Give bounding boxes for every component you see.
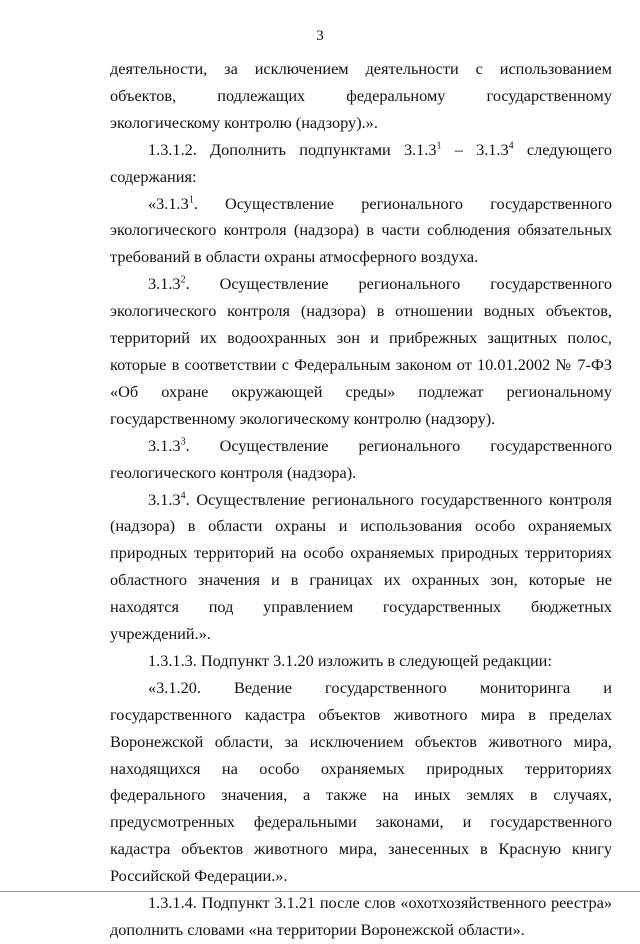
document-body	[110, 56, 612, 944]
text-segment: – 3.1.3	[441, 139, 509, 159]
text-segment: . Осуществление регионального государственного экологического контроля (надзора) в отношении водных объектов, территорий их водоохранных зон и прибрежных защитных полос, которые в соответствии с Федеральным законом от 10.01.2002 № 7-ФЗ «Об охране окружающей среды» подлежат региональному государственному экологическому контролю (надзору).	[110, 274, 612, 428]
text-segment: . Осуществление регионального государственного контроля (надзора) в области охраны и использования особо охраняемых природных территорий на особо охраняемых природных территориях областного значения и в границах их охранных зон, которые не находятся под управлением государственных бюджетных учреждений.».	[110, 489, 612, 644]
superscript: 1	[436, 140, 442, 152]
superscript: 2	[180, 274, 186, 286]
paragraph-3-1-3-4	[110, 487, 612, 648]
paragraph-continuation: деятельности, за исключением деятельности с использованием объектов, подлежащих федеральному государственному экологическому контролю (надзору).».	[110, 59, 612, 132]
paragraph-3-1-3-3	[110, 433, 612, 487]
page-bottom-border	[0, 891, 640, 892]
paragraph-3-1-20: «3.1.20. Ведение государственного мониторинга и государственного кадастра объектов животного мира в пределах Воронежской области, за исключением объектов животного мира, находящихся на особо охраняемых природных территориях федерального значения, а также на иных землях в случаях, предусмотренных федеральными законами, и государственного кадастра объектов животного мира, занесенных в Красную книгу Российской Федерации.».	[110, 677, 612, 886]
paragraph-3-1-3-2	[110, 271, 612, 432]
paragraph-3-1-3-1	[110, 191, 612, 272]
text-segment: 3.1.3	[148, 435, 181, 455]
superscript: 4	[508, 140, 514, 152]
superscript: 4	[180, 490, 186, 502]
superscript: 1	[188, 194, 194, 206]
paragraph-1-3-1-4: 1.3.1.4. Подпункт 3.1.21 после слов «охотхозяйственного реестра» дополнить словами «на территории Воронежской области».	[110, 893, 612, 939]
text-segment: следующего содержания:	[110, 139, 612, 186]
text-segment: «3.1.3	[148, 193, 189, 213]
text-segment: . Осуществление регионального государственного экологического контроля (надзора) в части соблюдения обязательных требований в области охраны атмосферного воздуха.	[110, 193, 612, 267]
page-number: 3	[316, 28, 324, 44]
text-segment: . Осуществление регионального государственного геологического контроля (надзора).	[110, 435, 612, 482]
superscript: 3	[180, 436, 186, 448]
paragraph-1-3-1-3: 1.3.1.3. Подпункт 3.1.20 изложить в следующей редакции:	[148, 650, 552, 670]
text-segment: 1.3.1.2. Дополнить подпунктами 3.1.3	[148, 139, 437, 159]
paragraph-1-3-1-2	[110, 137, 612, 191]
text-segment: 3.1.3	[148, 489, 181, 509]
text-segment: 3.1.3	[148, 274, 181, 294]
